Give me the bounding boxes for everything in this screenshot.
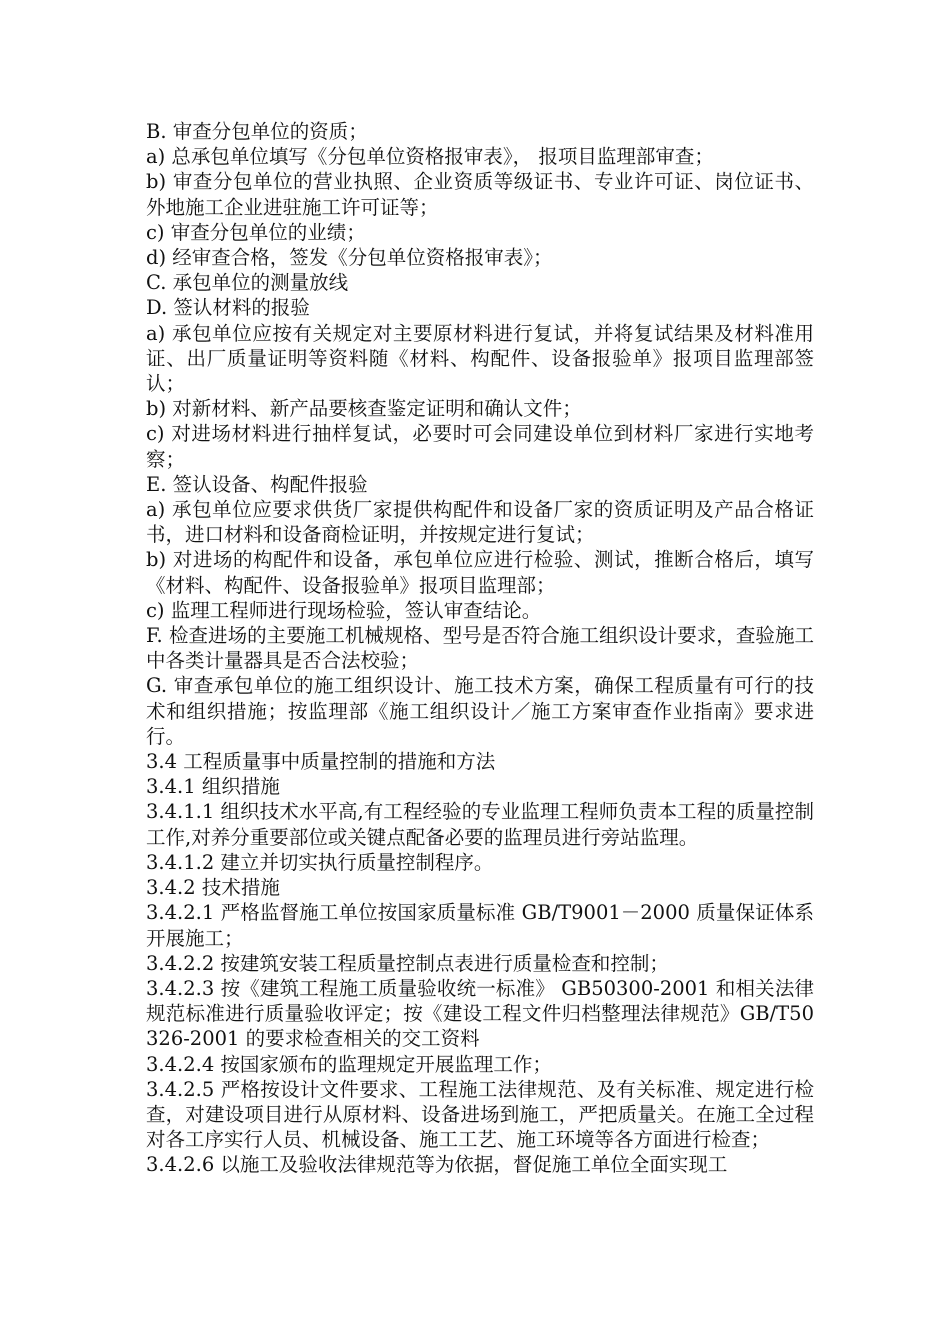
- paragraph-e-c: c) 监理工程师进行现场检验，签认审查结论。: [146, 598, 542, 622]
- paragraph-b-a: a) 总承包单位填写《分包单位资格报审表》， 报项目监理部审查；: [146, 145, 714, 169]
- document-body: [146, 119, 814, 1178]
- paragraph-d-b: b) 对新材料、新产品要核查鉴定证明和确认文件；: [146, 397, 582, 421]
- paragraph-b-d: d) 经审查合格，签发《分包单位资格报审表》；: [146, 246, 553, 270]
- paragraph-c-survey: C. 承包单位的测量放线: [146, 271, 349, 295]
- paragraph-b-c: c) 审查分包单位的业绩；: [146, 220, 366, 244]
- paragraph-d-c: c) 对进场材料进行抽样复试，必要时可会同建设单位到材料厂家进行实地考察；: [146, 422, 814, 471]
- heading-3-4: 3.4 工程质量事中质量控制的措施和方法: [146, 750, 496, 774]
- paragraph-3-4-2-4: 3.4.2.4 按国家颁布的监理规定开展监理工作；: [146, 1052, 552, 1076]
- paragraph-3-4-2-3: 3.4.2.3 按《建筑工程施工质量验收统一标准》 GB50300-2001 和相关法律规范标准进行质量验收评定；按《建设工程文件归档整理法律规范》GB/T50326-2001 的要求检查相关的交工资料: [146, 976, 814, 1051]
- paragraph-d-a: a) 承包单位应按有关规定对主要原材料进行复试，并将复试结果及材料准用证、出厂质量证明等资料随《材料、构配件、设备报验单》报项目监理部签认；: [146, 321, 814, 396]
- paragraph-e-a: a) 承包单位应要求供货厂家提供构配件和设备厂家的资质证明及产品合格证书，进口材料和设备商检证明，并按规定进行复试；: [146, 498, 814, 547]
- paragraph-e-b: b) 对进场的构配件和设备，承包单位应进行检验、测试，推断合格后，填写《材料、构配件、设备报验单》报项目监理部；: [146, 548, 814, 597]
- paragraph-d-materials: D. 签认材料的报验: [146, 296, 310, 320]
- paragraph-e-equipment: E. 签认设备、构配件报验: [146, 472, 368, 496]
- heading-3-4-2: 3.4.2 技术措施: [146, 876, 280, 900]
- heading-3-4-1: 3.4.1 组织措施: [146, 775, 280, 799]
- paragraph-3-4-2-2: 3.4.2.2 按建筑安装工程质量控制点表进行质量检查和控制；: [146, 951, 669, 975]
- paragraph-b-qualification-review: B. 审查分包单位的资质；: [146, 120, 368, 143]
- paragraph-3-4-1-1: 3.4.1.1 组织技术水平高,有工程经验的专业监理工程师负责本工程的质量控制工作,对养分重要部位或关键点配备必要的监理员进行旁站监理。: [146, 800, 814, 849]
- paragraph-3-4-2-6: 3.4.2.6 以施工及验收法律规范等为依据，督促施工单位全面实现工: [146, 1153, 728, 1177]
- paragraph-g-construction-plan: G. 审查承包单位的施工组织设计、施工技术方案，确保工程质量有可行的技术和组织措施；按监理部《施工组织设计／施工方案审查作业指南》要求进行。: [146, 674, 814, 748]
- paragraph-3-4-2-5: 3.4.2.5 严格按设计文件要求、工程施工法律规范、及有关标准、规定进行检查，对建设项目进行从原材料、设备进场到施工，严把质量关。在施工全过程对各工序实行人员、机械设备、施工工艺、施工环境等各方面进行检查；: [146, 1077, 814, 1152]
- paragraph-f-machinery: F. 检查进场的主要施工机械规格、型号是否符合施工组织设计要求，查验施工中各类计量器具是否合法校验；: [146, 624, 814, 673]
- paragraph-3-4-2-1: 3.4.2.1 严格监督施工单位按国家质量标准 GB/T9001－2000 质量保证体系开展施工；: [146, 901, 814, 950]
- paragraph-b-b: b) 审查分包单位的营业执照、企业资质等级证书、专业许可证、岗位证书、外地施工企业进驻施工许可证等；: [146, 170, 814, 219]
- paragraph-3-4-1-2: 3.4.1.2 建立并切实执行质量控制程序。: [146, 850, 494, 874]
